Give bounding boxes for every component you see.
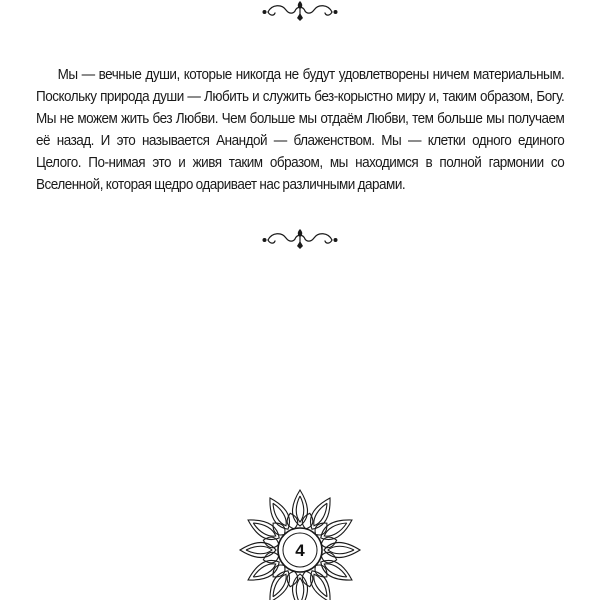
page-number: 4 <box>295 541 305 560</box>
section-divider-flourish-icon <box>262 228 338 250</box>
top-flourish-icon <box>262 0 338 22</box>
body-paragraph: Мы — вечные души, которые никогда не будут удовлетворены ничем материальным. Поскольку природа души — Любить и служить без-корыстно миру и, таким образом, Богу. Мы не можем жить без Любви. Чем больше мы отдаём Любви, тем больше мы получаем её назад. И это называется Анандой — блаженством. Мы — клетки одного единого Целого. По-нимая это и живя таким образом, мы находимся в полной гармонии со Вселенной, которая щедро одаривает нас различными дарами. <box>36 66 565 193</box>
